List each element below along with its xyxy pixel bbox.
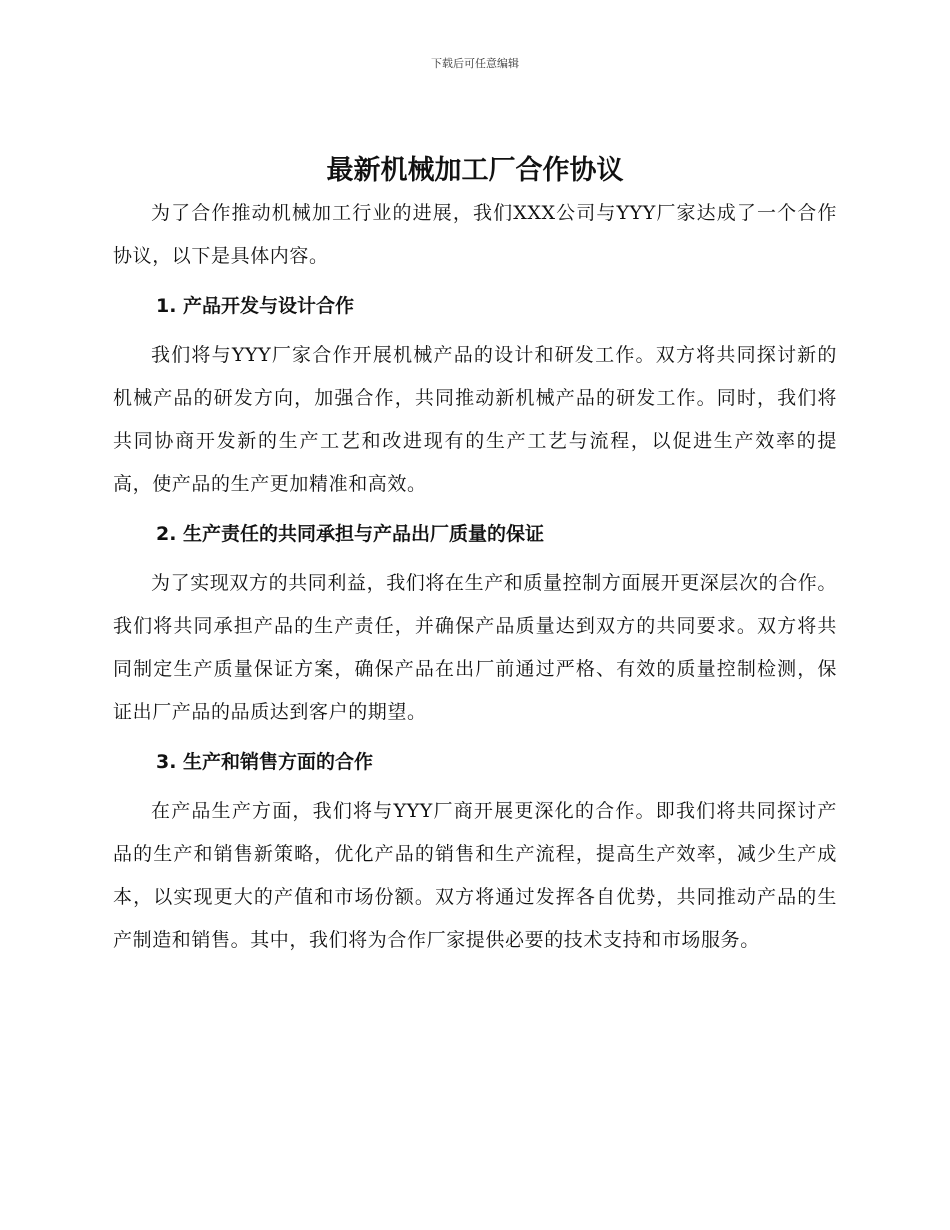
document-title: 最新机械加工厂合作协议 bbox=[326, 155, 624, 186]
section-heading-1: 1. 产品开发与设计合作 bbox=[156, 295, 355, 317]
section-body-3: 在产品生产方面，我们将与YYY厂商开展更深化的合作。即我们将共同探讨产品的生产和销售新策略，优化产品的销售和生产流程，提高生产效率，减少生产成本，以实现更大的产值和市场份额。双方将通过发挥各自优势，共同推动产品的生产制造和销售。其中，我们将为合作厂家提供必要的技术支持和市场服务。 bbox=[113, 800, 837, 951]
section-body-1: 我们将与YYY厂家合作开展机械产品的设计和研发工作。双方将共同探讨新的机械产品的研发方向，加强合作，共同推动新机械产品的研发工作。同时，我们将共同协商开发新的生产工艺和改进现有的生产工艺与流程，以促进生产效率的提高，使产品的生产更加精准和高效。 bbox=[113, 344, 837, 495]
intro-paragraph: 为了合作推动机械加工行业的进展，我们XXX公司与YYY厂家达成了一个合作协议，以下是具体内容。 bbox=[113, 202, 837, 267]
section-body-2: 为了实现双方的共同利益，我们将在生产和质量控制方面展开更深层次的合作。我们将共同承担产品的生产责任，并确保产品质量达到双方的共同要求。双方将共同制定生产质量保证方案，确保产品在出厂前通过严格、有效的质量控制检测，保证出厂产品的品质达到客户的期望。 bbox=[113, 572, 838, 723]
section-heading-3: 3. 生产和销售方面的合作 bbox=[156, 751, 374, 773]
header-note: 下载后可任意编辑 bbox=[431, 57, 519, 70]
section-heading-2: 2. 生产责任的共同承担与产品出厂质量的保证 bbox=[156, 523, 545, 545]
document-body bbox=[113, 192, 837, 962]
